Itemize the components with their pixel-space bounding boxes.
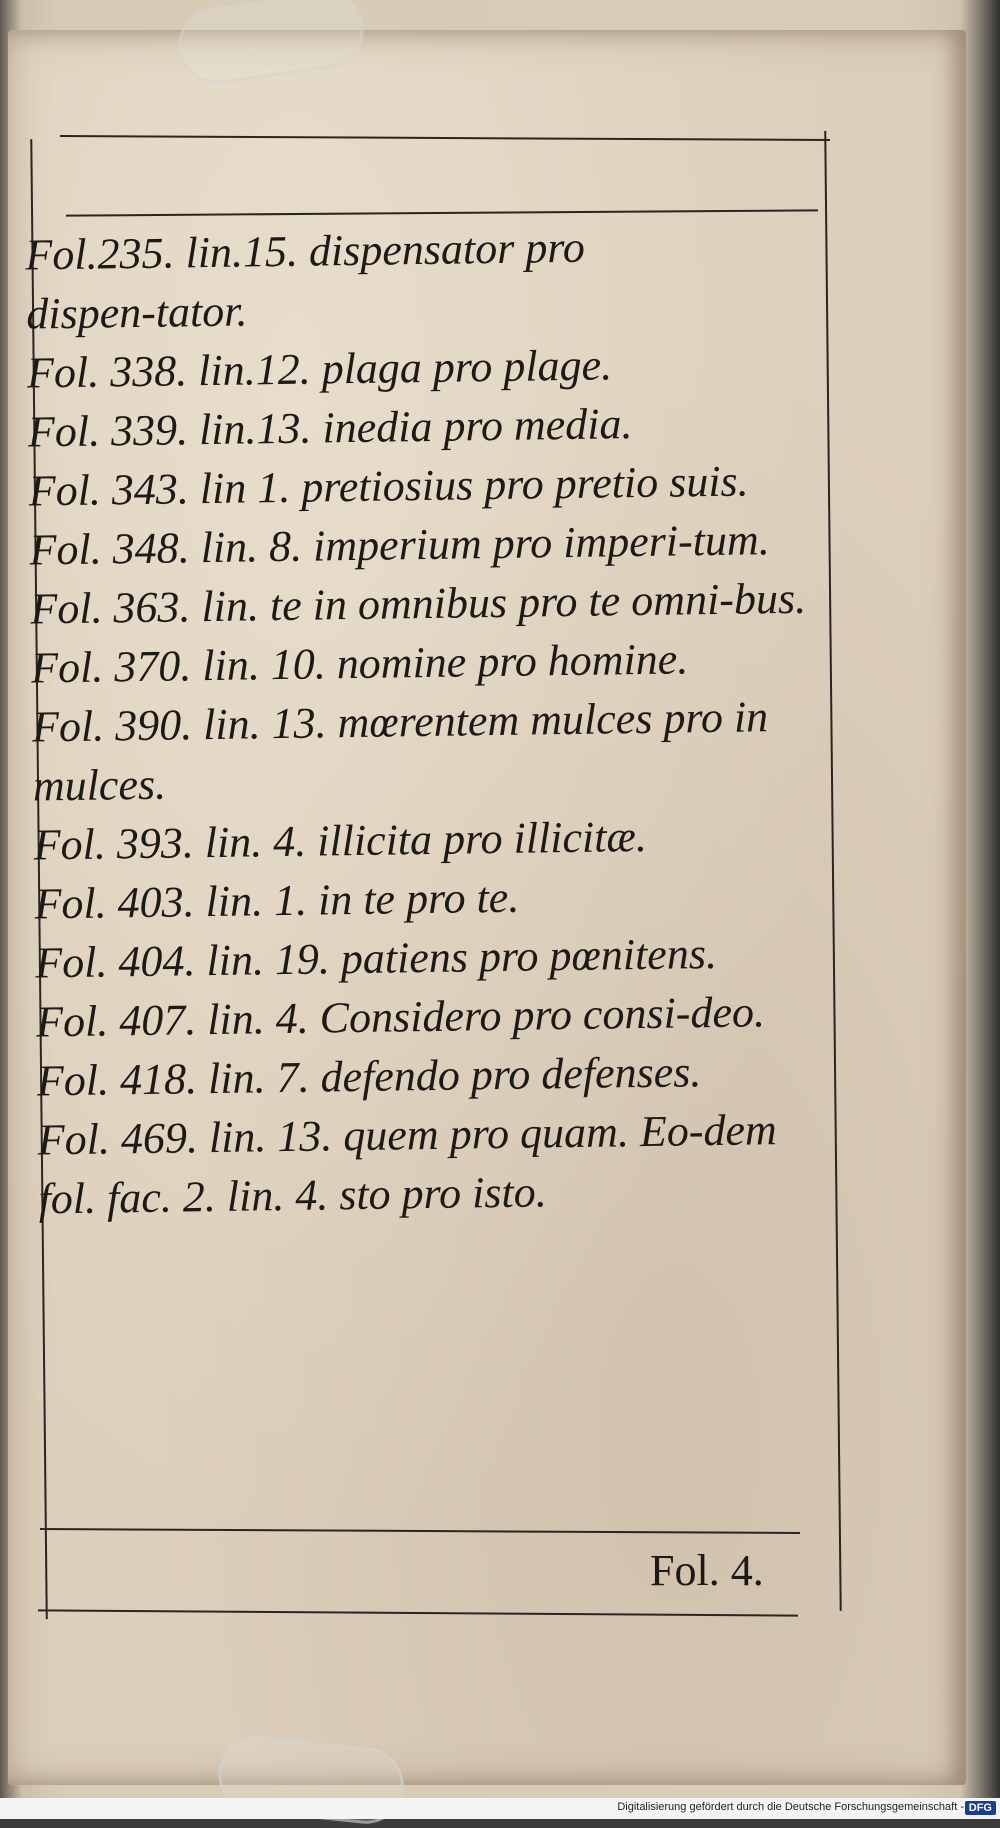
errata-entry: Fol.235. lin.15. dispensator pro dispen‑tator. <box>25 222 586 339</box>
errata-entry: Fol. 338. lin.12. plaga pro plage. <box>26 340 613 398</box>
errata-entry: Fol. 343. lin 1. pretiosius pro pretio suis. <box>28 456 749 516</box>
page-clip-top <box>174 0 369 89</box>
errata-entry: Fol. 363. lin. te in omnibus pro te omni‑bus. <box>30 573 807 634</box>
errata-list <box>25 215 829 1229</box>
errata-entry: Fol. 418. lin. 7. defendo pro defenses. <box>36 1047 702 1106</box>
errata-entry: Fol. 348. lin. 8. imperium pro imperi‑tum. <box>29 515 771 575</box>
digitization-credit: Digitalisierung gefördert durch die Deutsche Forschungsgemeinschaft - <box>617 1801 964 1813</box>
dfg-logo: DFG <box>965 1801 996 1815</box>
errata-entry: Fol. 390. lin. 13. mœrentem mulces pro in mulces. <box>31 692 769 811</box>
errata-entry: Fol. 370. lin. 10. nomine pro homine. <box>30 634 689 693</box>
errata-entry: Fol. 339. lin.13. inedia pro media. <box>27 399 633 457</box>
errata-entry: Fol. 404. lin. 19. patiens pro pœnitens. <box>34 928 718 988</box>
errata-entry: Fol. 393. lin. 4. illicita pro illicitæ. <box>33 811 648 870</box>
errata-entry: Fol. 403. lin. 1. in te pro te. <box>34 872 520 929</box>
errata-entry: Fol. 469. lin. 13. quem pro quam. Eo‑dem fol. fac. 2. lin. 4. sto pro isto. <box>37 1105 778 1224</box>
errata-entry: Fol. 407. lin. 4. Considero pro consi‑deo. <box>35 987 766 1047</box>
catchword: Fol. 4. <box>650 1546 764 1595</box>
